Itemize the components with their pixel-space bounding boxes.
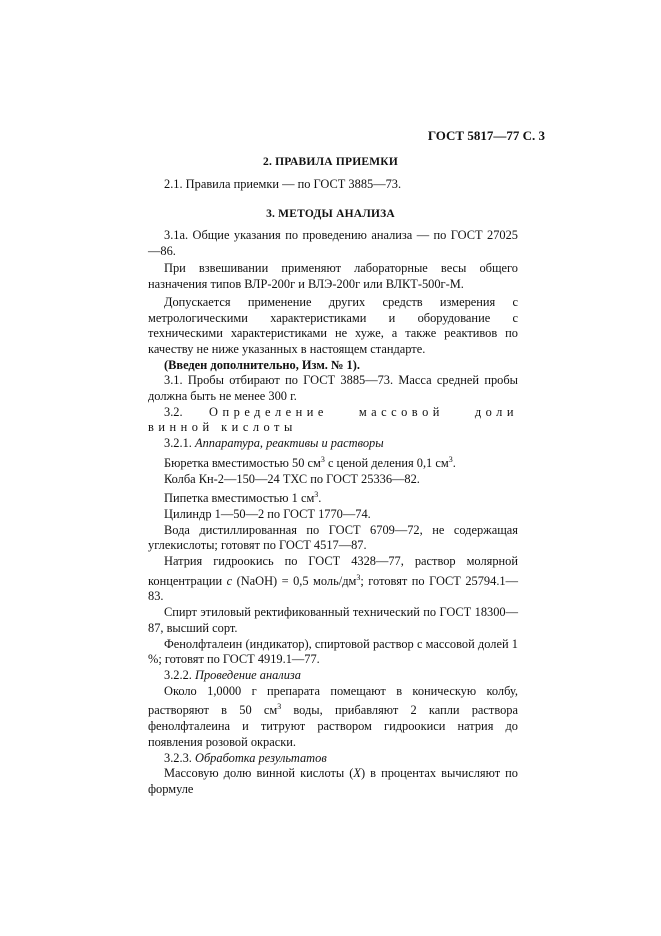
item-water: Вода дистиллированная по ГОСТ 6709—72, не содержащая углекислоты; готовят по ГОСТ 4517—87. xyxy=(148,522,518,553)
item-burette: Бюретка вместимостью 50 $см^3$ с ценой деления 0,1 $см^3$. xyxy=(164,454,456,470)
clause-3-2-1: 3.2.1. Аппаратура, реактивы и растворы xyxy=(164,436,384,451)
item-flask: Колба Кн-2—150—24 ТХС по ГОСТ 25336—82. xyxy=(164,471,420,486)
section-2-title: 2. ПРАВИЛА ПРИЕМКИ xyxy=(263,156,398,168)
clause-3-2-3: 3.2.3. Обработка результатов xyxy=(164,750,327,765)
clause-3-1: 3.1. Пробы отбирают по ГОСТ 3885—73. Масса средней пробы должна быть не менее 300 г. xyxy=(148,373,518,404)
item-pipette: Пипетка вместимостью 1 $см^3$. xyxy=(164,490,322,506)
clause-3-2-2: 3.2.2. Проведение анализа xyxy=(164,667,301,682)
clause-3-2: 3.2. Определение массовой доли винной кислоты xyxy=(148,404,518,435)
paragraph-weighing: При взвешивании применяют лабораторные весы общего назначения типов ВЛР-200г и ВЛЭ-200г или ВЛКТ-500г-М. xyxy=(148,261,518,292)
item-naoh: Натрия гидроокись по ГОСТ 4328—77, раствор молярной концентрации c (NaOH) = 0,5 моль/$дм^3$; готовят по ГОСТ 25794.1—83. xyxy=(148,554,518,604)
procedure-text: Около 1,0000 г препарата помещают в коническую колбу, растворяют в 50 $см^3$ воды, прибавляют 2 капли раствора фенолфталеина и титруют раствором гидроокиси натрия до появления розовой окраски. xyxy=(148,683,518,749)
page-header: ГОСТ 5817—77 С. 3 xyxy=(427,128,545,143)
amendment-note: (Введен дополнительно, Изм. № 1). xyxy=(164,357,360,372)
item-phenolphthalein: Фенолфталеин (индикатор), спиртовой раствор с массовой долей 1 %; готовят по ГОСТ 4919.1—77. xyxy=(148,636,518,667)
item-cylinder: Цилиндр 1—50—2 по ГОСТ 1770—74. xyxy=(164,506,371,521)
body-text xyxy=(148,228,518,798)
clause-2-1: 2.1. Правила приемки — по ГОСТ 3885—73. xyxy=(164,177,402,191)
section-3-title: 3. МЕТОДЫ АНАЛИЗА xyxy=(266,208,395,220)
item-ethanol: Спирт этиловый ректификованный технический по ГОСТ 18300—87, высший сорт. xyxy=(148,605,518,635)
paragraph-alternatives: Допускается применение других средств измерения с метрологическими характеристиками и оборудование с техническими характеристиками не хуже, а также реактивов по качеству не ниже указанных в настоящем стандарте. xyxy=(148,294,518,356)
calculation-text: Массовую долю винной кислоты (X) в процентах вычисляют по формуле xyxy=(148,766,518,796)
clause-3-1a: 3.1а. Общие указания по проведению анализа — по ГОСТ 27025—86. xyxy=(148,228,518,258)
